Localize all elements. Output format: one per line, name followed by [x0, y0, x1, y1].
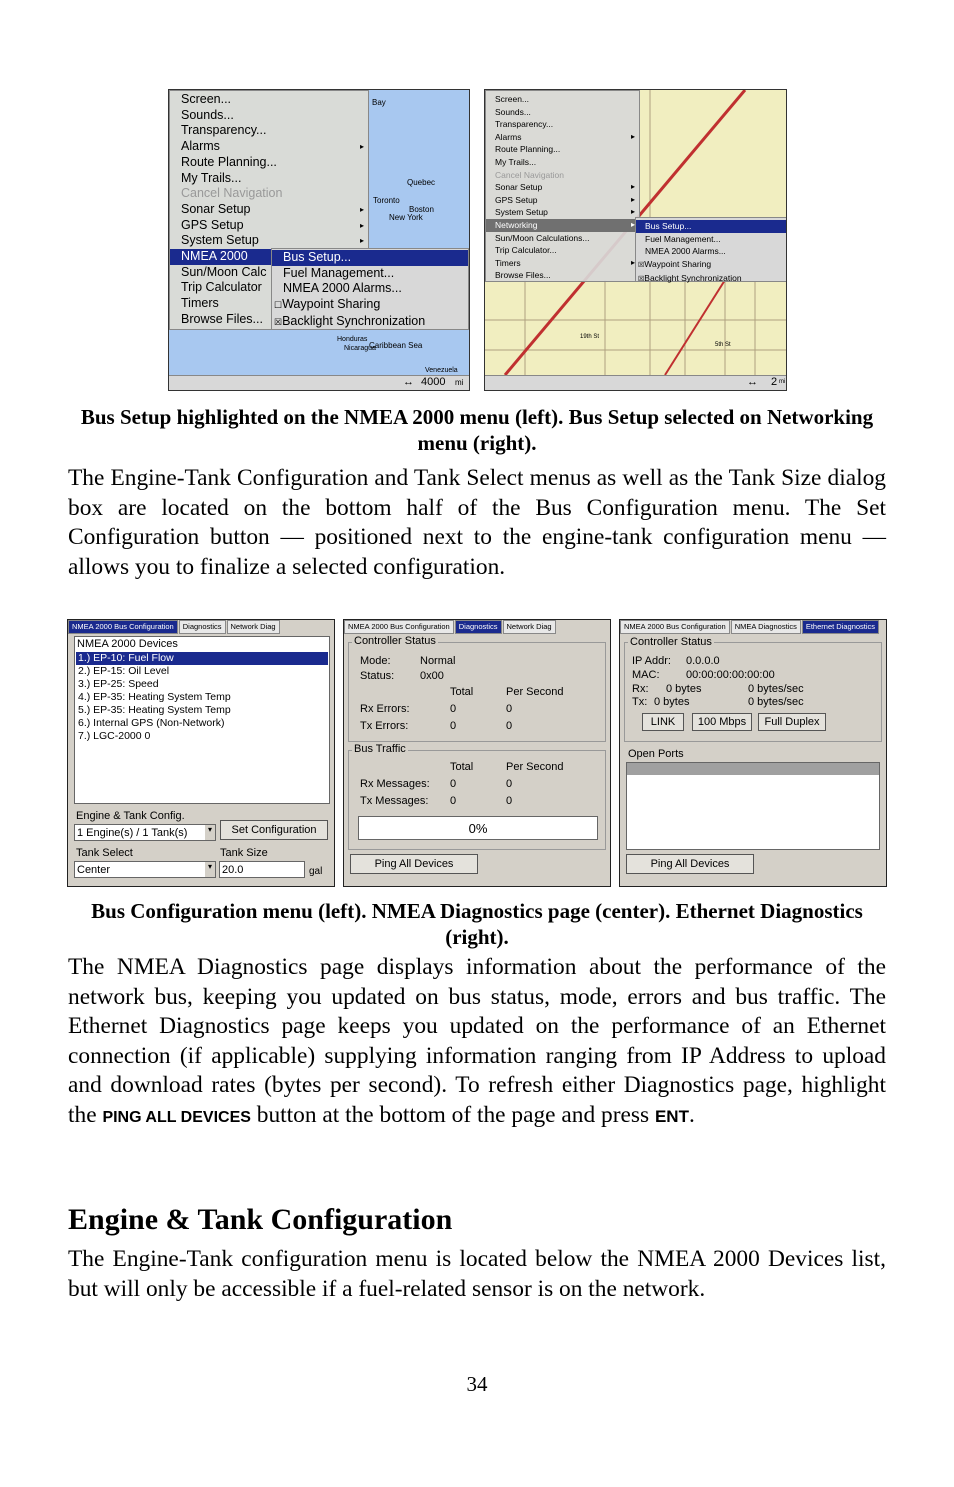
bus-configuration-screenshot	[67, 619, 335, 887]
checkbox-checked-icon: ☒	[638, 261, 645, 269]
map-scale-unit: mi	[779, 379, 786, 385]
list-item[interactable]: 5.) EP-35: Heating System Temp	[78, 704, 231, 716]
tank-size-input[interactable]	[219, 861, 305, 878]
mac-label: MAC:	[632, 669, 660, 681]
map-scale: 2	[771, 376, 778, 388]
map-label: Venezuela	[425, 367, 458, 374]
nmea2000-submenu	[271, 248, 469, 330]
engine-tank-config-label: Engine & Tank Config.	[76, 810, 185, 822]
tx-errors-label: Tx Errors:	[360, 720, 409, 732]
menu-item-label: Cancel Navigation	[495, 169, 564, 180]
devices-list-title: NMEA 2000 Devices	[77, 638, 178, 650]
menu-item-label: Transparency...	[181, 123, 267, 138]
controller-status-title: Controller Status	[630, 636, 712, 648]
link-indicator: LINK	[642, 713, 684, 731]
rx-messages-label: Rx Messages:	[360, 778, 430, 790]
menu-item-label: Fuel Management...	[645, 233, 721, 244]
column-per-second: Per Second	[506, 761, 564, 773]
map-label: Bay	[372, 98, 386, 107]
map-label: 5th St	[715, 342, 731, 348]
rx-label: Rx:	[632, 683, 649, 695]
menu-item-label: Timers	[181, 296, 219, 311]
mode-label: Mode:	[360, 655, 391, 667]
menu-item-label: Backlight Synchronization	[644, 273, 742, 284]
menu-item-label: NMEA 2000 Alarms...	[283, 281, 402, 296]
link-duplex: Full Duplex	[758, 713, 826, 731]
menu-item[interactable]	[170, 202, 368, 218]
dropdown-arrow-icon: ▾	[205, 825, 215, 840]
menu-item[interactable]	[170, 108, 368, 124]
open-ports-list[interactable]	[626, 762, 880, 850]
tank-size-unit: gal	[309, 866, 323, 877]
submenu-arrow-icon: ▸	[630, 131, 635, 141]
tab-bus-configuration[interactable]: NMEA 2000 Bus Configuration	[620, 620, 730, 634]
menu-item[interactable]	[486, 143, 639, 156]
submenu-arrow-icon: ▸	[630, 207, 635, 217]
controller-status-title: Controller Status	[354, 635, 436, 647]
submenu-arrow-icon: ▸	[630, 219, 635, 229]
submenu-arrow-icon: ▸	[359, 142, 364, 152]
menu-item-label: Waypoint Sharing	[644, 258, 712, 269]
menu-item-label: Sonar Setup	[181, 201, 251, 216]
map-scale-unit: mi	[455, 378, 464, 387]
menu-item[interactable]	[272, 266, 468, 282]
menu-item[interactable]	[636, 220, 787, 233]
list-item[interactable]: 6.) Internal GPS (Non-Network)	[78, 717, 225, 729]
column-total: Total	[450, 761, 474, 773]
menu-item-label: Trip Calculator	[181, 280, 262, 295]
checkbox-empty-icon: ☐	[274, 300, 283, 311]
menu-item[interactable]	[486, 257, 639, 270]
menu-item-label: Sonar Setup	[495, 182, 543, 193]
menu-item-label: Browse Files...	[181, 311, 263, 326]
list-item[interactable]: 3.) EP-25: Speed	[78, 678, 159, 690]
rx-messages-total: 0	[450, 778, 457, 790]
engine-tank-config-select[interactable]	[74, 824, 216, 841]
menu-item[interactable]	[486, 93, 639, 106]
link-speed: 100 Mbps	[692, 713, 752, 731]
menu-item-label: Sun/Moon Calc	[181, 264, 267, 279]
bus-traffic-title: Bus Traffic	[354, 743, 406, 755]
menu-item-label: System Setup	[495, 207, 548, 218]
para-text: button at the bottom of the page and press	[250, 1101, 655, 1128]
mode-value: Normal	[420, 655, 456, 667]
tank-size-label: Tank Size	[220, 847, 268, 859]
device-items	[76, 652, 328, 743]
key-ent: ENT	[654, 1106, 689, 1126]
rx-rate: 0 bytes/sec	[748, 683, 804, 695]
map-label: 19th St	[580, 334, 600, 340]
nmea-diagnostics-screenshot	[343, 619, 611, 887]
scale-arrow-icon: ↔	[747, 376, 758, 388]
menu-item-label: Timers	[495, 257, 521, 268]
menu-item[interactable]	[636, 233, 787, 246]
devices-list[interactable]	[74, 636, 330, 804]
rx-bytes: 0 bytes	[666, 683, 702, 695]
rx-errors-total: 0	[450, 703, 457, 715]
menu-item[interactable]	[170, 171, 368, 187]
tank-select-dropdown[interactable]	[74, 861, 216, 878]
body-paragraph: The Engine-Tank Configuration and Tank Select menus as well as the Tank Size dialog box are located on the bottom half of the Bus Configuration menu. The Set Configuration button — positioned next to the engine-tank configuration menu — allows you to finalize a selected configuration.	[68, 465, 886, 580]
submenu-arrow-icon: ▸	[359, 236, 364, 246]
menu-item-label: Route Planning...	[181, 154, 277, 169]
menu-item[interactable]	[486, 219, 639, 232]
list-item[interactable]: 2.) EP-15: Oil Level	[78, 665, 170, 677]
page-number: 34	[466, 1372, 488, 1396]
menu-item[interactable]	[486, 156, 639, 169]
ip-address-label: IP Addr:	[632, 655, 671, 667]
progress-label: 0%	[468, 821, 488, 836]
menu-item[interactable]	[636, 258, 787, 273]
menu-item[interactable]	[486, 181, 639, 194]
body-paragraph: The Engine-Tank configuration menu is located below the NMEA 2000 Devices list, but will only be accessible if a fuel-related sensor is on the network.	[68, 1246, 886, 1302]
key-ping-all-devices: PING ALL DEVICES	[102, 1108, 251, 1126]
menu-item-label: GPS Setup	[181, 217, 244, 232]
menu-item[interactable]	[486, 269, 639, 282]
selected-row	[627, 763, 879, 775]
tx-bytes: 0 bytes	[654, 696, 690, 708]
ping-all-devices-button[interactable]: Ping All Devices	[626, 854, 754, 874]
tab-bus-configuration[interactable]: NMEA 2000 Bus Configuration	[68, 620, 178, 634]
menu-item-label: Bus Setup...	[283, 250, 352, 264]
column-total: Total	[450, 686, 474, 698]
menu-item-label: Transparency...	[495, 119, 554, 130]
menu-item[interactable]	[170, 92, 368, 108]
menu-item[interactable]	[636, 272, 787, 287]
menu-item[interactable]	[170, 186, 368, 202]
menu-item[interactable]	[272, 250, 468, 266]
submenu-arrow-icon: ▸	[359, 220, 364, 230]
menu-item[interactable]	[272, 281, 468, 297]
menu-item[interactable]	[272, 297, 468, 314]
menu-item-label: Waypoint Sharing	[282, 297, 381, 312]
menu-item-label: Fuel Management...	[283, 265, 395, 280]
menu-item-label: Browse Files...	[495, 270, 551, 281]
tx-rate: 0 bytes/sec	[748, 696, 804, 708]
menu-item-label: My Trails...	[181, 170, 242, 185]
menu-item-label: NMEA 2000	[181, 249, 248, 264]
tank-select-label: Tank Select	[76, 847, 133, 859]
tab-bar	[344, 620, 610, 634]
menu-item[interactable]	[170, 233, 368, 249]
map-scale: 4000	[421, 376, 446, 388]
engine-tank-config-value: 1 Engine(s) / 1 Tank(s)	[77, 827, 188, 839]
menu-item[interactable]	[486, 118, 639, 131]
setup-menu	[485, 90, 640, 282]
menu-item[interactable]	[486, 131, 639, 144]
checkbox-checked-icon: ☒	[638, 276, 645, 284]
menu-item[interactable]	[486, 244, 639, 257]
menu-item-label: Backlight Synchronization	[282, 313, 426, 328]
list-item[interactable]: 7.) LGC-2000 0	[78, 730, 151, 742]
ip-address-value: 0.0.0.0	[686, 655, 720, 667]
submenu-arrow-icon: ▸	[359, 204, 364, 214]
map-label: Boston	[409, 205, 434, 214]
tx-messages-total: 0	[450, 795, 457, 807]
para-text: .	[688, 1101, 695, 1128]
tab-ethernet-diagnostics[interactable]: Ethernet Diagnostics	[802, 620, 879, 634]
menu-item[interactable]	[170, 218, 368, 234]
ping-all-devices-button[interactable]: Ping All Devices	[350, 854, 478, 874]
menu-item-label: My Trails...	[495, 156, 537, 167]
figure-caption: Bus Configuration menu (left). NMEA Diagnostics page (center). Ethernet Diagnostics (right).	[91, 899, 863, 949]
menu-item-label: Cancel Navigation	[181, 186, 283, 201]
list-item[interactable]: 1.) EP-10: Fuel Flow	[76, 652, 328, 665]
map-label: Caribbean Sea	[369, 341, 423, 350]
tx-messages-per-second: 0	[506, 795, 513, 807]
tx-errors-total: 0	[450, 720, 457, 732]
status-bar	[169, 375, 469, 390]
menu-item[interactable]	[486, 106, 639, 119]
menu-item-label: GPS Setup	[495, 194, 538, 205]
section-heading: Engine & Tank Configuration	[68, 1203, 453, 1236]
menu-item-label: Trip Calculator...	[495, 245, 557, 256]
tx-messages-label: Tx Messages:	[360, 795, 429, 807]
menu-item[interactable]	[636, 245, 787, 258]
progress-bar	[358, 816, 598, 840]
set-configuration-button[interactable]: Set Configuration	[220, 820, 328, 840]
tab-nmea-diagnostics[interactable]: NMEA Diagnostics	[731, 620, 801, 634]
menu-item-label: Networking	[495, 219, 538, 230]
scale-arrow-icon: ↔	[403, 376, 414, 388]
menu-item[interactable]	[170, 155, 368, 171]
list-item[interactable]: 4.) EP-35: Heating System Temp	[78, 691, 231, 703]
tab-bar	[620, 620, 886, 634]
menu-item[interactable]	[486, 206, 639, 219]
map-label: Toronto	[373, 196, 400, 205]
map-label: New York	[389, 213, 423, 222]
menu-item-label: Sounds...	[181, 107, 234, 122]
body-paragraph	[68, 953, 886, 1133]
submenu-arrow-icon: ▸	[630, 182, 635, 192]
menu-item-label: System Setup	[181, 233, 259, 248]
tab-network-diag[interactable]: Network Diag	[503, 620, 556, 634]
para-text: The NMEA Diagnostics page displays information about the performance of the network bus, keeping you updated on bus status, mode, errors and bus traffic. The Ethernet Diagnostics page keeps you updated on the performance of an Ethernet connection (if applicable) supplying information ranging from IP Address to upload and download rates (bytes per second). To refresh either Diagnostics page, highlight the	[68, 954, 886, 1128]
menu-item-label: NMEA 2000 Alarms...	[645, 246, 726, 257]
menu-item[interactable]	[272, 314, 468, 331]
status-label: Status:	[360, 670, 395, 682]
ethernet-diagnostics-screenshot	[619, 619, 887, 887]
menu-item-label: Alarms	[495, 131, 522, 142]
status-value: 0x00	[420, 670, 444, 682]
tank-select-value: Center	[77, 864, 111, 876]
menu-item-label: Screen...	[495, 94, 530, 104]
tab-diagnostics[interactable]: Diagnostics	[455, 620, 502, 634]
menu-item-label: Sun/Moon Calculations...	[495, 232, 590, 243]
menu-item[interactable]	[486, 169, 639, 182]
map-label: Nicaragua	[344, 345, 376, 352]
tab-bus-configuration[interactable]: NMEA 2000 Bus Configuration	[344, 620, 454, 634]
rx-messages-per-second: 0	[506, 778, 513, 790]
mac-value: 00:00:00:00:00:00	[686, 669, 775, 681]
open-ports-title: Open Ports	[628, 748, 684, 760]
tx-label: Tx:	[632, 696, 648, 708]
tank-size-value: 20.0	[222, 864, 244, 876]
menu-item-label: Alarms	[181, 139, 220, 154]
networking-menu-screenshot	[484, 89, 787, 391]
map-label: Quebec	[407, 178, 436, 187]
tab-diagnostics[interactable]: Diagnostics	[179, 620, 226, 634]
menu-item[interactable]	[170, 123, 368, 139]
nmea2000-menu-screenshot	[168, 89, 470, 391]
menu-item-label: Sounds...	[495, 106, 531, 117]
rx-errors-label: Rx Errors:	[360, 703, 410, 715]
submenu-arrow-icon: ▸	[630, 194, 635, 204]
tx-errors-per-second: 0	[506, 720, 513, 732]
menu-item-label: Route Planning...	[495, 144, 561, 155]
figure-caption: Bus Setup highlighted on the NMEA 2000 menu (left). Bus Setup selected on Networking menu (right).	[80, 405, 874, 455]
tab-network-diag[interactable]: Network Diag	[227, 620, 280, 634]
column-per-second: Per Second	[506, 686, 564, 698]
rx-errors-per-second: 0	[506, 703, 513, 715]
map-label: Honduras	[337, 336, 368, 343]
tab-bar	[68, 620, 334, 634]
networking-submenu	[635, 217, 787, 282]
menu-item[interactable]	[486, 194, 639, 207]
menu-item-label: Bus Setup...	[645, 221, 692, 231]
status-bar	[485, 375, 786, 390]
dropdown-arrow-icon: ▾	[205, 862, 215, 877]
checkbox-checked-icon: ☒	[274, 316, 283, 327]
menu-item[interactable]	[170, 139, 368, 155]
menu-item[interactable]	[486, 232, 639, 245]
submenu-arrow-icon: ▸	[630, 257, 635, 267]
menu-item-label: Screen...	[181, 92, 232, 106]
